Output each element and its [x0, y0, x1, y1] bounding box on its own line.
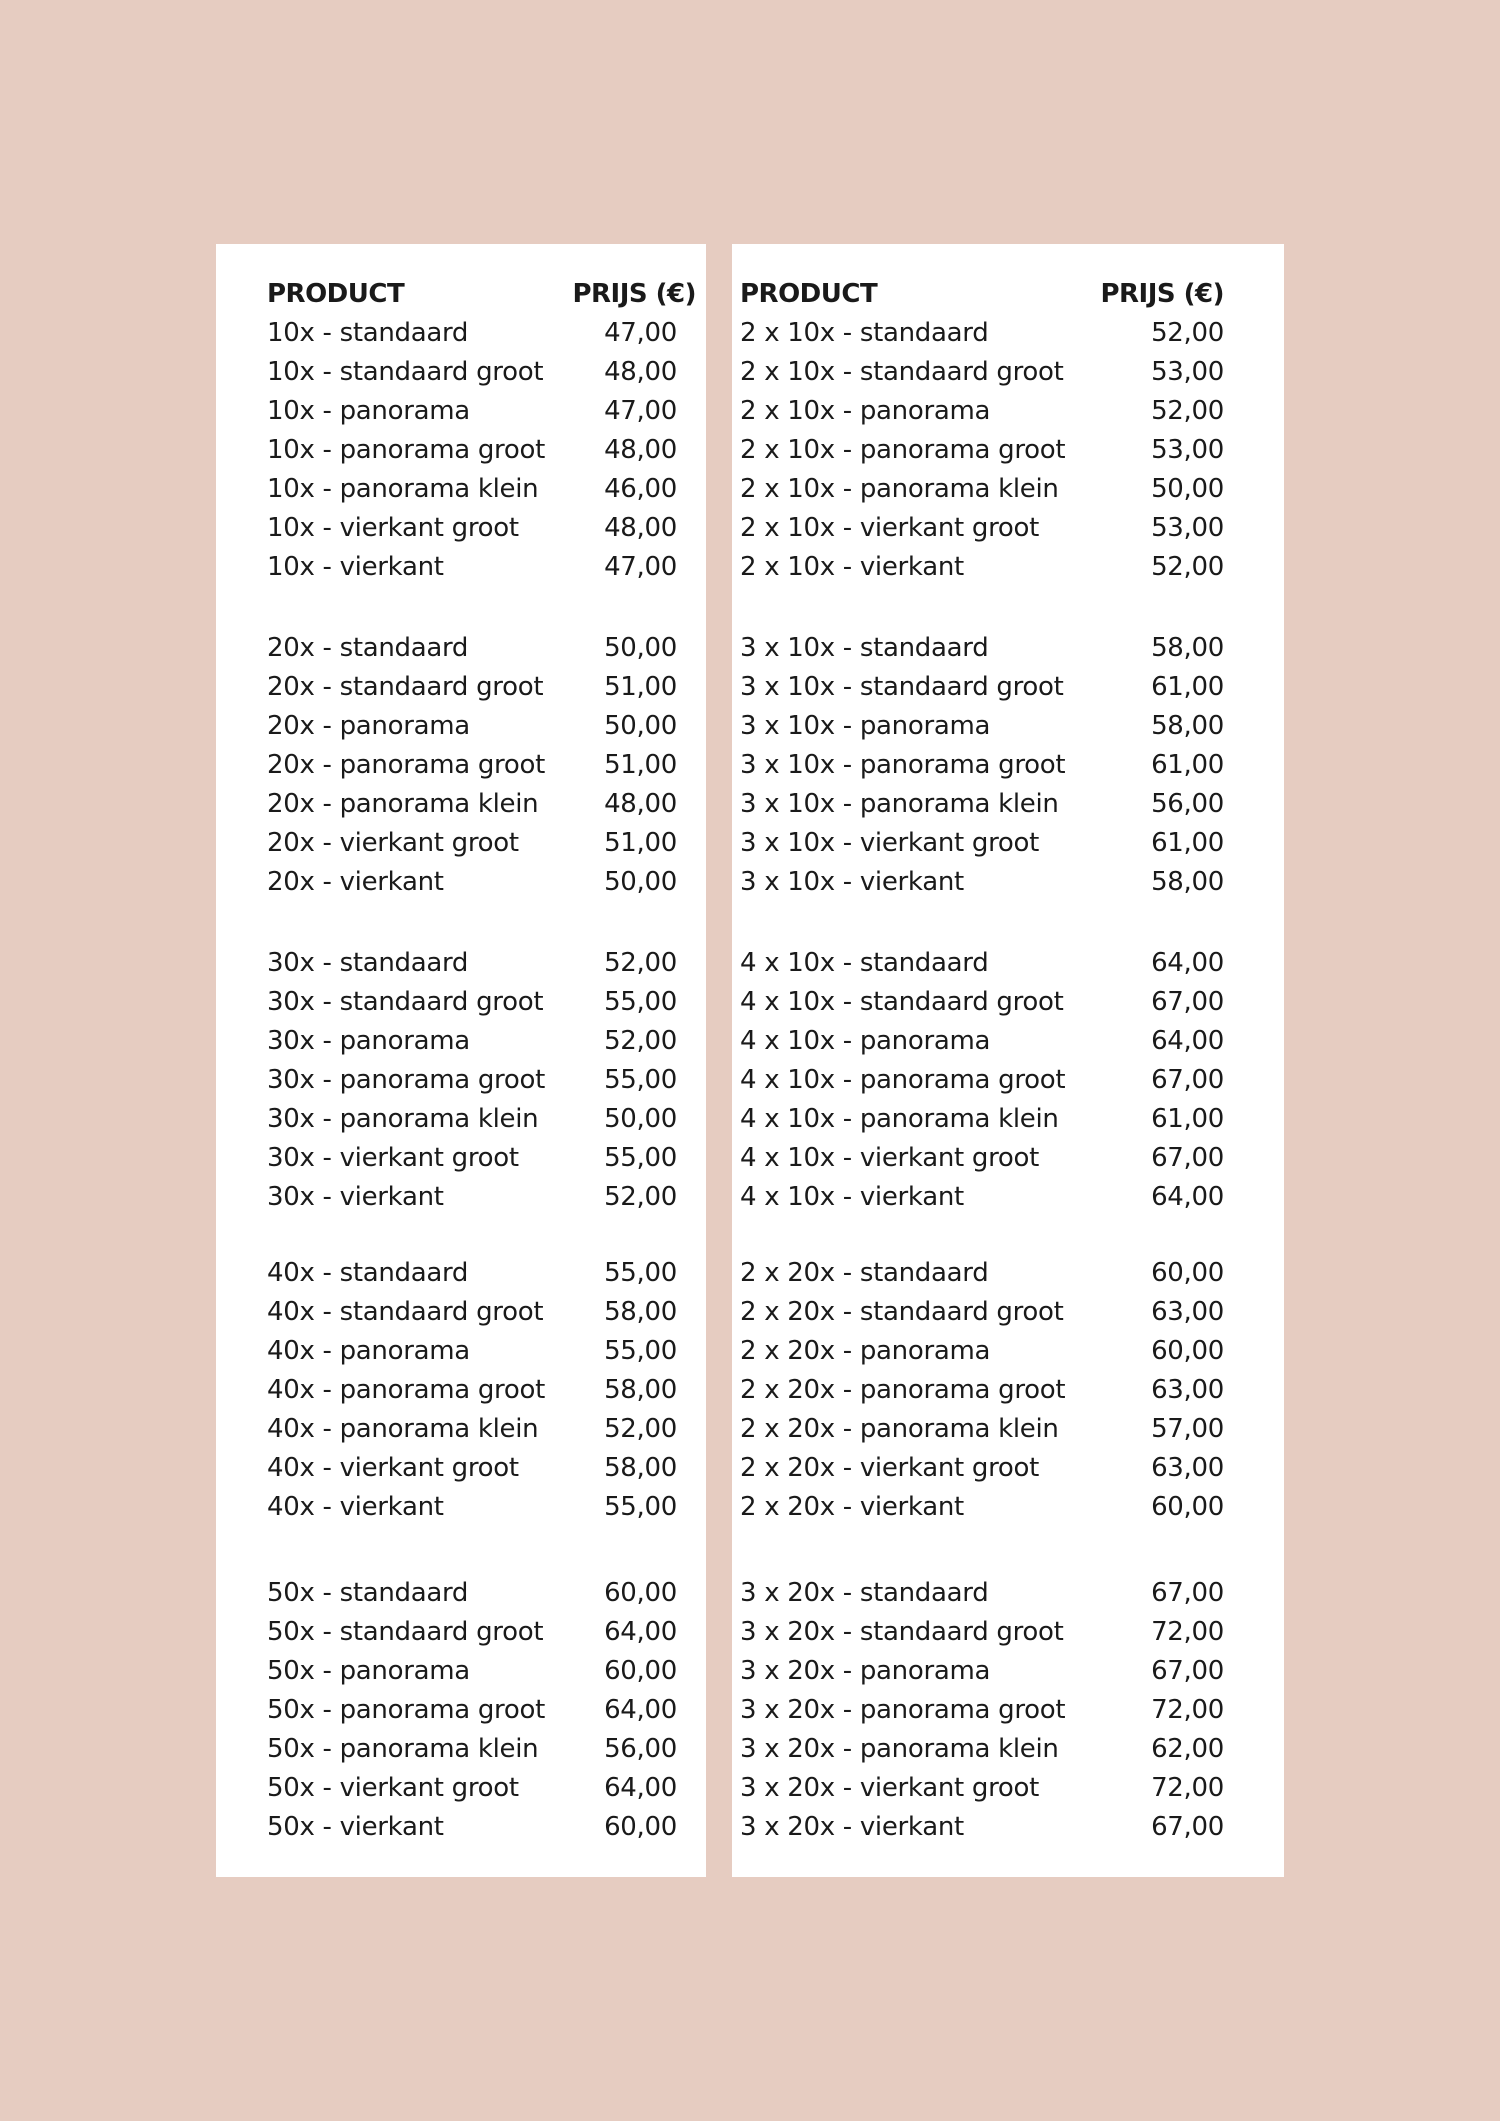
left-product-name: 10x - vierkant — [267, 552, 444, 582]
right-product-name: 2 x 20x - standaard groot — [740, 1297, 1064, 1327]
right-product-name: 3 x 20x - standaard — [740, 1578, 989, 1608]
right-product-name: 3 x 20x - panorama — [740, 1656, 991, 1686]
left-product-name: 40x - vierkant — [267, 1492, 444, 1522]
right-product-price: 67,00 — [1151, 1065, 1224, 1095]
right-product-price: 67,00 — [1151, 1812, 1224, 1842]
left-product-name: 50x - panorama klein — [267, 1734, 539, 1764]
right-product-name: 3 x 10x - panorama klein — [740, 789, 1059, 819]
left-header-product: PRODUCT — [267, 279, 405, 309]
left-product-price: 55,00 — [604, 1143, 677, 1173]
left-product-name: 40x - standaard — [267, 1258, 469, 1288]
right-product-name: 3 x 20x - standaard groot — [740, 1617, 1064, 1647]
left-product-name: 50x - panorama groot — [267, 1695, 545, 1725]
right-product-name: 3 x 10x - standaard groot — [740, 672, 1064, 702]
right-product-name: 2 x 20x - panorama groot — [740, 1375, 1066, 1405]
right-product-price: 67,00 — [1151, 1656, 1224, 1686]
right-product-price: 52,00 — [1151, 552, 1224, 582]
right-header-product: PRODUCT — [740, 279, 878, 309]
left-product-name: 10x - standaard — [267, 318, 469, 348]
left-product-price: 58,00 — [604, 1453, 677, 1483]
left-product-price: 50,00 — [604, 867, 677, 897]
left-product-price: 55,00 — [604, 1492, 677, 1522]
right-product-price: 60,00 — [1151, 1336, 1224, 1366]
right-product-price: 60,00 — [1151, 1492, 1224, 1522]
left-product-price: 55,00 — [604, 1336, 677, 1366]
left-product-price: 50,00 — [604, 1104, 677, 1134]
right-product-name: 4 x 10x - panorama groot — [740, 1065, 1066, 1095]
left-product-price: 55,00 — [604, 987, 677, 1017]
left-product-name: 20x - panorama klein — [267, 789, 539, 819]
left-product-name: 40x - panorama klein — [267, 1414, 539, 1444]
right-product-name: 3 x 20x - vierkant groot — [740, 1773, 1040, 1803]
left-product-price: 55,00 — [604, 1258, 677, 1288]
left-product-price: 47,00 — [604, 552, 677, 582]
left-product-name: 30x - panorama — [267, 1026, 470, 1056]
left-product-price: 60,00 — [604, 1656, 677, 1686]
left-product-name: 40x - standaard groot — [267, 1297, 544, 1327]
right-product-price: 58,00 — [1151, 633, 1224, 663]
right-product-price: 64,00 — [1151, 948, 1224, 978]
left-product-name: 30x - standaard — [267, 948, 469, 978]
left-product-name: 40x - vierkant groot — [267, 1453, 519, 1483]
right-product-price: 53,00 — [1151, 513, 1224, 543]
right-product-price: 61,00 — [1151, 750, 1224, 780]
left-product-price: 64,00 — [604, 1773, 677, 1803]
right-product-name: 3 x 10x - panorama groot — [740, 750, 1066, 780]
right-product-price: 67,00 — [1151, 987, 1224, 1017]
left-product-price: 58,00 — [604, 1297, 677, 1327]
left-product-price: 50,00 — [604, 633, 677, 663]
right-product-name: 3 x 10x - vierkant groot — [740, 828, 1040, 858]
left-product-name: 20x - standaard groot — [267, 672, 544, 702]
right-product-name: 4 x 10x - vierkant — [740, 1182, 964, 1212]
left-product-name: 30x - vierkant — [267, 1182, 444, 1212]
left-product-name: 20x - standaard — [267, 633, 469, 663]
right-product-price: 53,00 — [1151, 357, 1224, 387]
right-product-name: 2 x 10x - vierkant — [740, 552, 964, 582]
left-product-name: 30x - panorama klein — [267, 1104, 539, 1134]
left-product-price: 46,00 — [604, 474, 677, 504]
right-product-price: 60,00 — [1151, 1258, 1224, 1288]
left-product-price: 58,00 — [604, 1375, 677, 1405]
left-product-price: 51,00 — [604, 828, 677, 858]
right-product-name: 2 x 20x - panorama — [740, 1336, 991, 1366]
right-product-price: 52,00 — [1151, 318, 1224, 348]
right-product-price: 61,00 — [1151, 1104, 1224, 1134]
right-product-price: 50,00 — [1151, 474, 1224, 504]
left-product-name: 10x - vierkant groot — [267, 513, 519, 543]
left-product-name: 10x - panorama groot — [267, 435, 545, 465]
right-product-name: 2 x 20x - standaard — [740, 1258, 989, 1288]
right-product-name: 4 x 10x - standaard groot — [740, 987, 1064, 1017]
left-product-name: 40x - panorama — [267, 1336, 470, 1366]
left-product-price: 55,00 — [604, 1065, 677, 1095]
right-product-name: 2 x 10x - panorama klein — [740, 474, 1059, 504]
left-product-price: 51,00 — [604, 672, 677, 702]
right-product-price: 67,00 — [1151, 1578, 1224, 1608]
right-product-price: 63,00 — [1151, 1453, 1224, 1483]
left-product-name: 50x - panorama — [267, 1656, 470, 1686]
right-product-name: 2 x 10x - panorama groot — [740, 435, 1066, 465]
left-product-price: 47,00 — [604, 318, 677, 348]
left-product-name: 50x - vierkant groot — [267, 1773, 519, 1803]
left-product-price: 51,00 — [604, 750, 677, 780]
right-product-name: 4 x 10x - standaard — [740, 948, 989, 978]
left-product-name: 20x - panorama groot — [267, 750, 545, 780]
right-product-name: 2 x 10x - panorama — [740, 396, 991, 426]
right-product-price: 62,00 — [1151, 1734, 1224, 1764]
right-product-name: 2 x 20x - vierkant — [740, 1492, 964, 1522]
left-header-price: PRIJS (€) — [572, 279, 696, 309]
right-product-price: 53,00 — [1151, 435, 1224, 465]
right-product-price: 64,00 — [1151, 1026, 1224, 1056]
left-product-price: 64,00 — [604, 1695, 677, 1725]
right-product-price: 64,00 — [1151, 1182, 1224, 1212]
left-product-name: 30x - panorama groot — [267, 1065, 545, 1095]
left-product-price: 48,00 — [604, 357, 677, 387]
right-product-name: 2 x 10x - vierkant groot — [740, 513, 1040, 543]
right-product-price: 72,00 — [1151, 1617, 1224, 1647]
right-product-name: 4 x 10x - panorama klein — [740, 1104, 1059, 1134]
right-product-price: 56,00 — [1151, 789, 1224, 819]
left-product-name: 50x - standaard — [267, 1578, 469, 1608]
right-product-price: 67,00 — [1151, 1143, 1224, 1173]
right-product-name: 3 x 10x - standaard — [740, 633, 989, 663]
right-product-name: 3 x 10x - panorama — [740, 711, 991, 741]
left-product-name: 20x - vierkant — [267, 867, 444, 897]
left-product-name: 30x - standaard groot — [267, 987, 544, 1017]
left-product-price: 60,00 — [604, 1578, 677, 1608]
right-product-price: 72,00 — [1151, 1695, 1224, 1725]
right-product-name: 3 x 20x - panorama groot — [740, 1695, 1066, 1725]
left-product-price: 48,00 — [604, 789, 677, 819]
right-product-price: 61,00 — [1151, 672, 1224, 702]
left-product-price: 52,00 — [604, 1026, 677, 1056]
left-product-price: 48,00 — [604, 435, 677, 465]
right-product-name: 2 x 20x - vierkant groot — [740, 1453, 1040, 1483]
right-product-name: 2 x 20x - panorama klein — [740, 1414, 1059, 1444]
right-product-name: 3 x 20x - vierkant — [740, 1812, 964, 1842]
left-product-name: 10x - panorama klein — [267, 474, 539, 504]
right-product-name: 4 x 10x - vierkant groot — [740, 1143, 1040, 1173]
left-product-price: 50,00 — [604, 711, 677, 741]
left-product-name: 30x - vierkant groot — [267, 1143, 519, 1173]
right-header-price: PRIJS (€) — [1100, 279, 1224, 309]
right-product-name: 2 x 10x - standaard — [740, 318, 989, 348]
right-product-price: 61,00 — [1151, 828, 1224, 858]
right-product-price: 58,00 — [1151, 867, 1224, 897]
right-product-name: 2 x 10x - standaard groot — [740, 357, 1064, 387]
left-product-price: 48,00 — [604, 513, 677, 543]
left-product-name: 20x - vierkant groot — [267, 828, 519, 858]
left-product-price: 56,00 — [604, 1734, 677, 1764]
left-product-price: 47,00 — [604, 396, 677, 426]
left-product-price: 52,00 — [604, 948, 677, 978]
right-product-name: 3 x 10x - vierkant — [740, 867, 964, 897]
right-product-price: 57,00 — [1151, 1414, 1224, 1444]
left-product-name: 10x - panorama — [267, 396, 470, 426]
left-product-name: 10x - standaard groot — [267, 357, 544, 387]
right-product-price: 72,00 — [1151, 1773, 1224, 1803]
left-product-name: 20x - panorama — [267, 711, 470, 741]
left-product-name: 50x - standaard groot — [267, 1617, 544, 1647]
right-product-name: 3 x 20x - panorama klein — [740, 1734, 1059, 1764]
left-product-price: 64,00 — [604, 1617, 677, 1647]
right-product-price: 58,00 — [1151, 711, 1224, 741]
right-product-name: 4 x 10x - panorama — [740, 1026, 991, 1056]
right-product-price: 63,00 — [1151, 1375, 1224, 1405]
left-product-name: 50x - vierkant — [267, 1812, 444, 1842]
right-product-price: 52,00 — [1151, 396, 1224, 426]
right-product-price: 63,00 — [1151, 1297, 1224, 1327]
left-product-price: 52,00 — [604, 1414, 677, 1444]
left-product-name: 40x - panorama groot — [267, 1375, 545, 1405]
left-product-price: 52,00 — [604, 1182, 677, 1212]
left-product-price: 60,00 — [604, 1812, 677, 1842]
